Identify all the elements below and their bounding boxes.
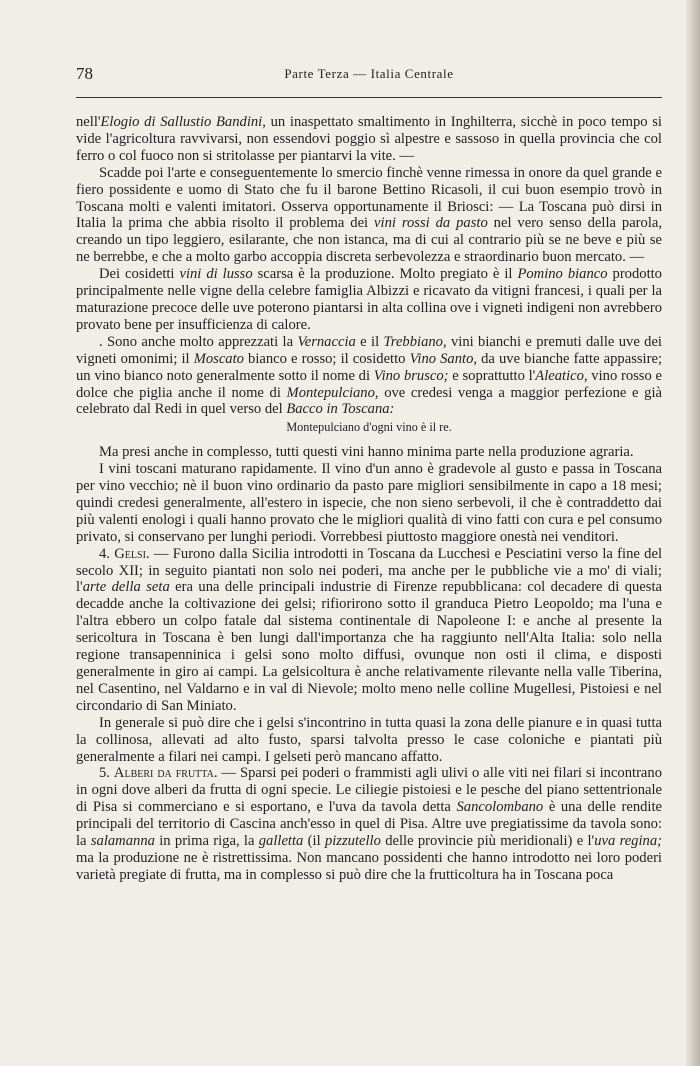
- paragraph-1: nell'Elogio di Sallustio Bandini, un inaspettato smaltimento in Inghilterra, sicchè in poco tempo si vide l'agricoltura ravvivarsi, non essendovi poggio sì alpestre e sassoso in quella provincia che col ferro o col fuoco non si stritolasse per piantarvi la vite. —: [76, 114, 662, 164]
- page-edge-shadow: [686, 0, 700, 1066]
- paragraph-5: Ma presi anche in complesso, tutti questi vini hanno minima parte nella produzione agraria.: [99, 444, 634, 461]
- paragraph-4: . Sono anche molto apprezzati la Vernaccia e il Trebbiano, vini bianchi e premuti dalle uve dei vigneti omonimi; il Moscato bianco e rosso; il cosidetto Vino Santo, da uve bianche fatte appassire; un vino bianco noto generalmente sotto il nome di Vino brusco; e soprattutto l'Aleatico, vino rosso e dolce che piglia anche il nome di Montepulciano, ove credesi venga a maggior perfezione e già celebrato dal Redi in quel verso del Bacco in Toscana:: [76, 333, 663, 418]
- section-heading-alberi: Alberi da frutta.: [113, 765, 218, 782]
- running-title: Parte Terza — Italia Centrale: [284, 66, 454, 81]
- paragraph-6: I vini toscani maturano rapidamente. Il vino d'un anno è gradevole al gusto e passa in Toscana per vino vecchio; nè il buon vino ordinario da pasto pare migliori sensibilmente in capo a 18 mesi; quindi credesi generalmente, all'estero in ispecie, che non sieno serbevoli, il che è contraddetto dai più valenti enologi i quali hanno provato che le migliori qualità di vino fatti con cura e pel consumo privato, si conservano per lunghi periodi. Vorrebbesi piuttosto maggiore onestà nei venditori.: [76, 461, 662, 545]
- paragraph-2: Scadde poi l'arte e conseguentemente lo smercio finchè venne rimessa in onore da quel grande e fiero possidente e uomo di Stato che fu il barone Bettino Ricasoli, il cui buon esempio trovò in Toscana molti e valenti imitatori. Osserva opportunamente il Briosci: — La Toscana può dirsi in Italia la prima che abbia risolto il problema dei vini rossi da pasto nel vero senso della parola, creando un tipo leggiero, esilarante, che non istanca, ma di cui al contrario più se ne beve e più se ne berrebbe, e che a molto garbo accoppia discreta serbevolezza e straordinario buon mercato. —: [76, 164, 663, 266]
- section-heading-gelsi: Gelsi.: [114, 545, 150, 562]
- verse-quote: Montepulciano d'ogni vino è il re.: [286, 420, 452, 435]
- paragraph-8: In generale si può dire che i gelsi s'incontrino in tutta quasi la zona delle pianure e in quasi tutta la collinosa, allevati ad alto fusto, sparsi talvolta presso le case coloniche e piantati più generalmente a filari nei campi. I gelseti però mancano affatto.: [76, 714, 662, 765]
- paragraph-3: Dei cosidetti vini di lusso scarsa è la produzione. Molto pregiato è il Pomino bianco prodotto principalmente nelle vigne della celebre famiglia Albizzi e ricavato da vitigni francesi, i quali per la maturazione precoce delle uve poterono piantarsi in alta collina ove i vigneti indigeni non avrebbero provato bene per insufficienza di calore.: [76, 266, 662, 333]
- body-text: [76, 114, 662, 884]
- section-alberi-da-frutta: 5. Alberi da frutta. — Sparsi pei poderi o frammisti agli ulivi o alle viti nei filari si incontrano in ogni dove alberi da frutta di ogni specie. Le ciliegie pistoiesi e le pesche del piano settentrionale di Pisa si commerciano e si esportano, e l'uva da tavola detta Sancolombano è una delle rendite principali del territorio di Cascina anch'esso in quel di Pisa. Altre uve pregiatissime da tavola sono: la salamanna in prima riga, la galletta (il pizzutello delle provincie più meridionali) e l'uva regina; ma la produzione ne è ristrettissima. Non mancano possidenti che hanno introdotto nei loro poderi varietà pregiate di frutta, ma in complesso si può dire che la frutticoltura ha in Toscana poca: [76, 765, 663, 883]
- section-gelsi: 4. Gelsi. — Furono dalla Sicilia introdotti in Toscana da Lucchesi e Pesciatini verso la fine del secolo XII; in seguito piantati non solo nei poderi, ma anche per le pubbliche vie a mo' di viali; l'arte della seta era una delle principali industrie di Firenze repubblicana: col decadere di questa decadde anche la coltivazione dei gelsi; rifiorirono sotto il granduca Pietro Leopoldo; ma l'una e l'altra ebbero un colpo fatale dal sistema continentale di Napoleone I: e anche al presente la sericoltura in Toscana è ben lungi dall'importanza che ha raggiunto nell'Alta Italia: solo nella regione transapenninica i gelsi sono molto diffusi, ovunque non osti il clima, e disposti generalmente in giro ai campi. La gelsicoltura è anche relativamente rilevante nella valle Tiberina, nel Casentino, nel Valdarno e in val di Nievole; molto meno nelle colline Mugellesi, Pistoiesi e nel circondario di San Miniato.: [76, 545, 662, 714]
- page-number: 78: [76, 64, 93, 83]
- header-rule: [76, 97, 662, 98]
- page-header: [76, 64, 662, 86]
